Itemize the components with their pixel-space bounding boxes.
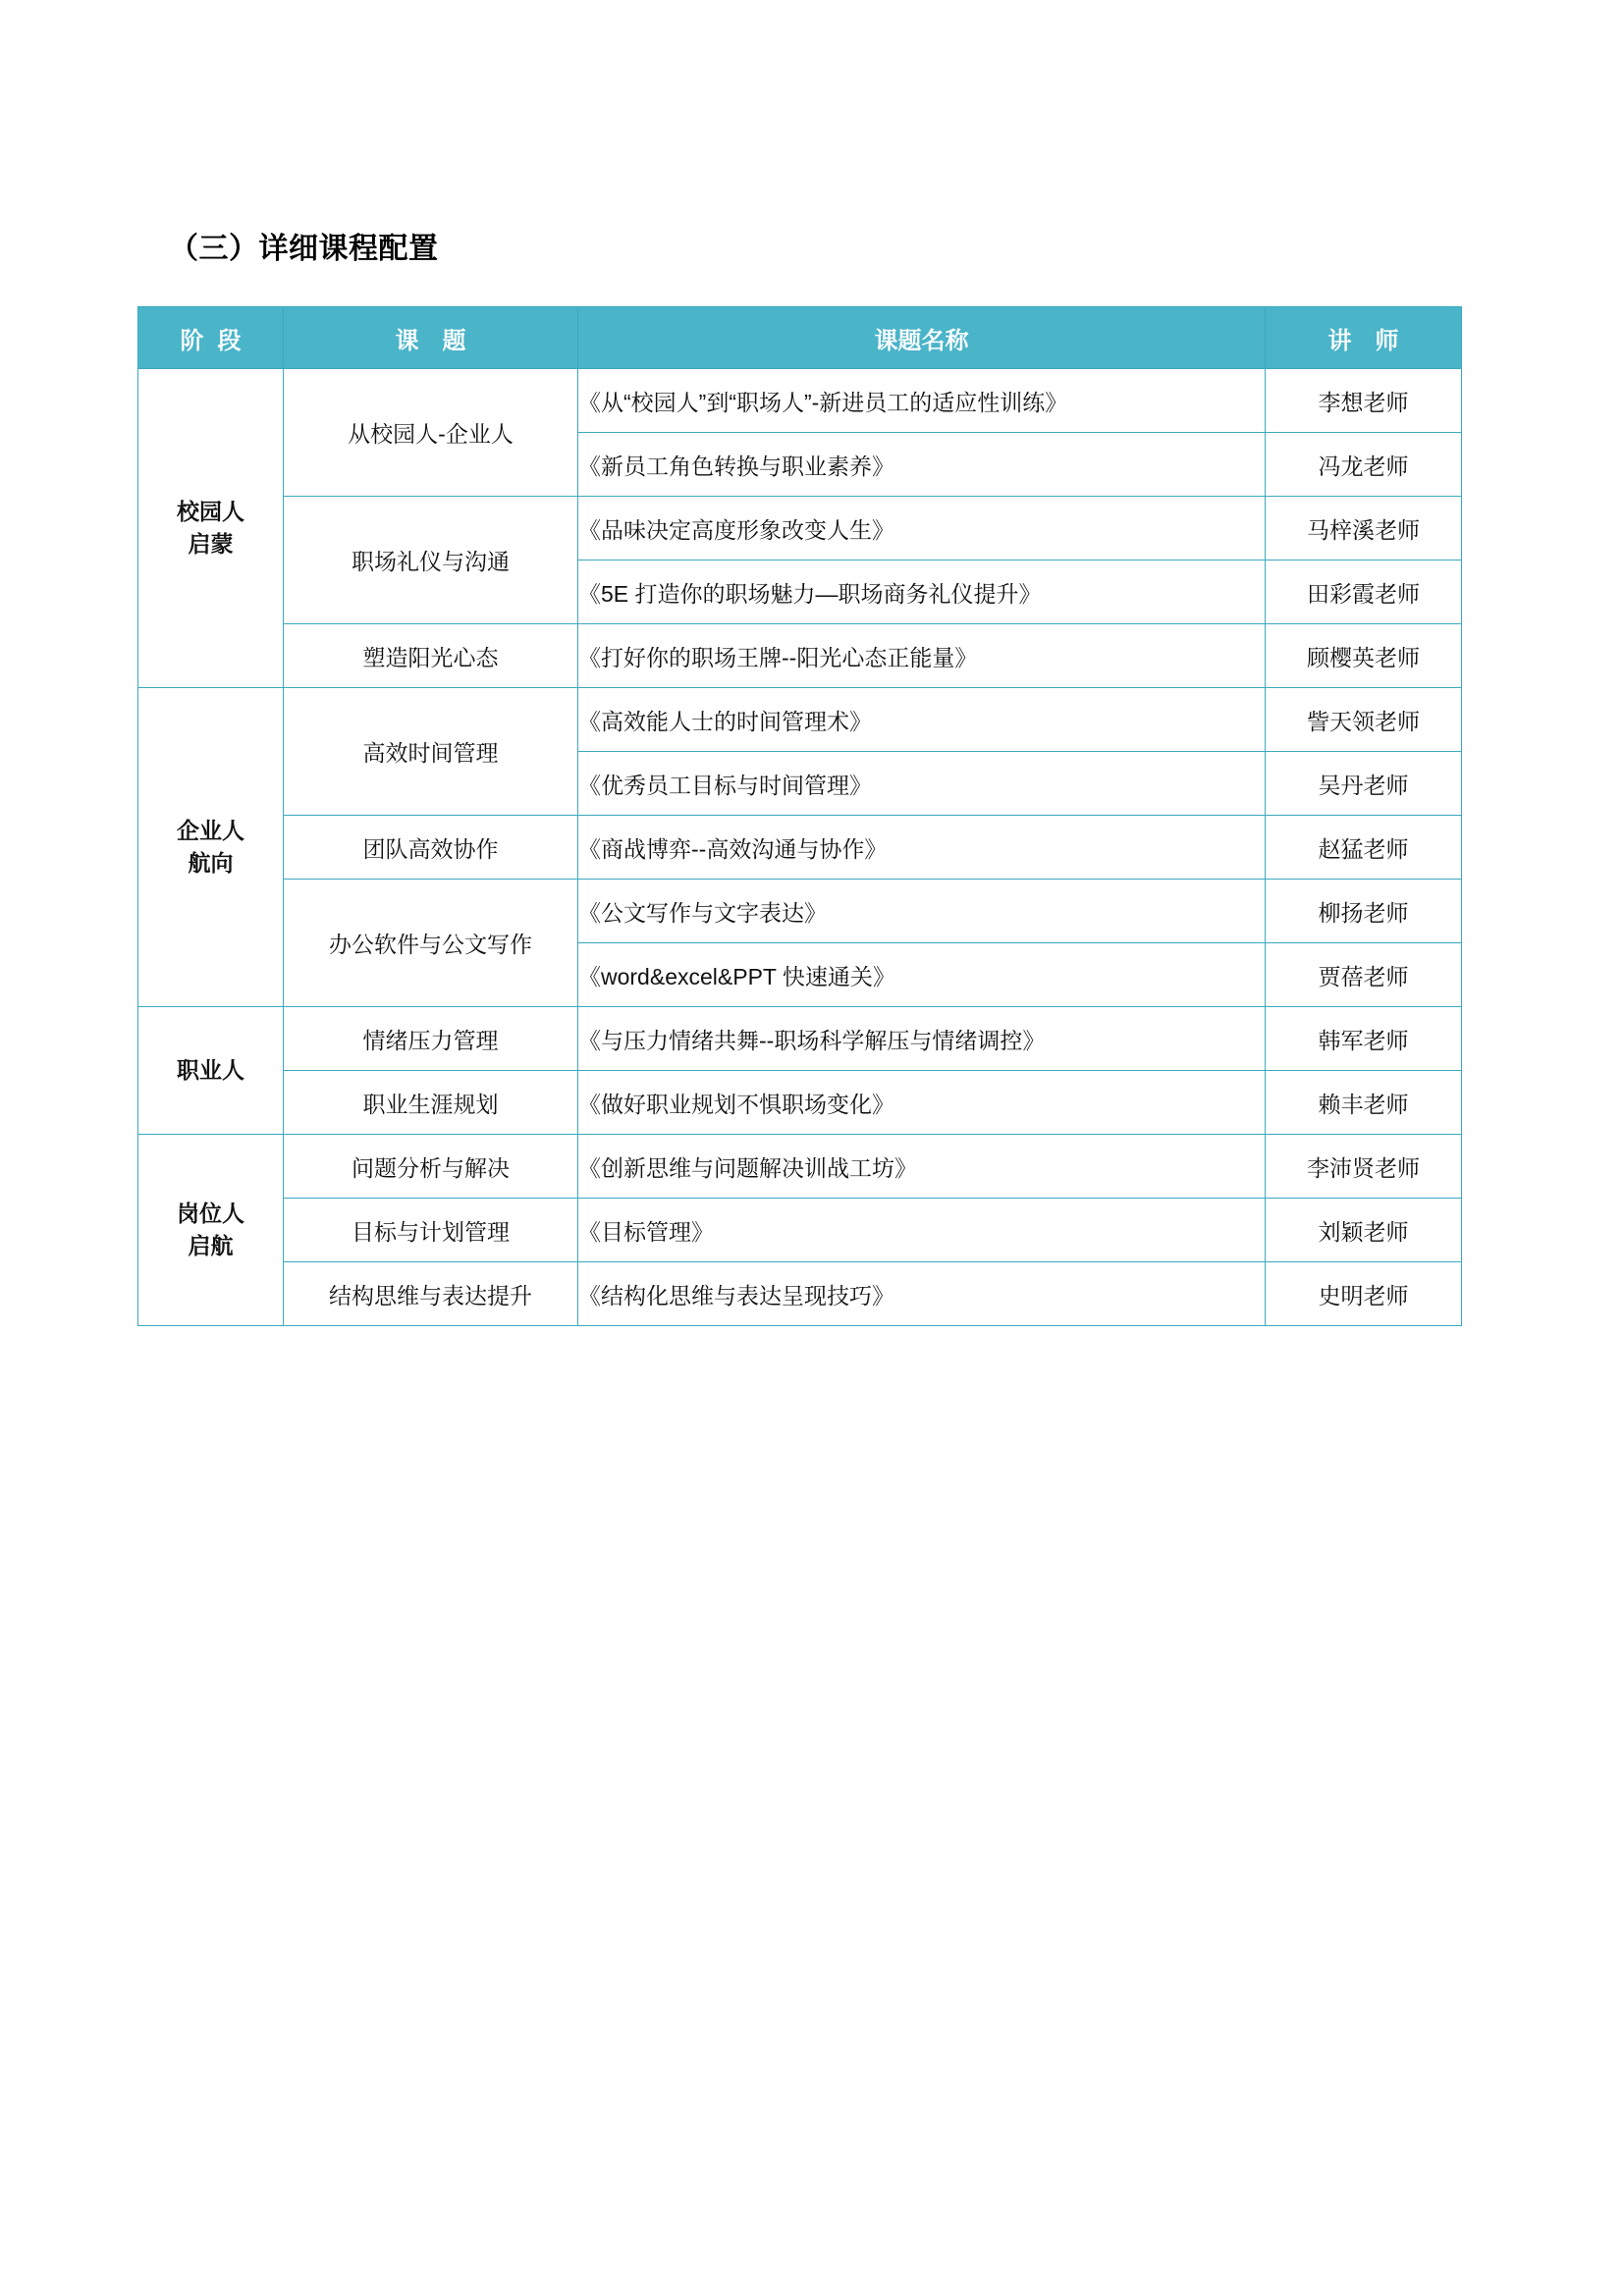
- stage-cell: [138, 688, 284, 1007]
- table-row: [138, 816, 1462, 880]
- column-header-teacher: 讲 师: [1266, 307, 1462, 369]
- table-row: [138, 1071, 1462, 1135]
- topic-cell: 团队高效协作: [284, 816, 578, 880]
- course-name-cell: 《品味决定高度形象改变人生》: [578, 497, 1266, 561]
- stage-label-line: 启蒙: [188, 531, 234, 557]
- stage-label-line: 校园人: [177, 498, 244, 524]
- topic-cell: 目标与计划管理: [284, 1199, 578, 1262]
- teacher-cell: 訾天领老师: [1266, 688, 1462, 752]
- topic-cell: 情绪压力管理: [284, 1007, 578, 1071]
- course-name-cell: 《做好职业规划不惧职场变化》: [578, 1071, 1266, 1135]
- teacher-cell: 冯龙老师: [1266, 433, 1462, 497]
- course-name-cell: 《公文写作与文字表达》: [578, 880, 1266, 943]
- teacher-cell: 吴丹老师: [1266, 752, 1462, 816]
- teacher-cell: 柳扬老师: [1266, 880, 1462, 943]
- course-name-cell: 《word&excel&PPT 快速通关》: [578, 943, 1266, 1007]
- topic-cell: 职业生涯规划: [284, 1071, 578, 1135]
- teacher-cell: 史明老师: [1266, 1262, 1462, 1326]
- table-row: [138, 880, 1462, 943]
- teacher-cell: 贾蓓老师: [1266, 943, 1462, 1007]
- table-row: [138, 1135, 1462, 1199]
- column-header-course-name: 课题名称: [578, 307, 1266, 369]
- page-title: （三）详细课程配置: [169, 233, 439, 265]
- stage-label-line: 职业人: [177, 1056, 244, 1083]
- course-name-cell: 《打好你的职场王牌--阳光心态正能量》: [578, 624, 1266, 688]
- stage-label-line: 企业人: [177, 817, 244, 843]
- topic-cell: 高效时间管理: [284, 688, 578, 816]
- teacher-cell: 李沛贤老师: [1266, 1135, 1462, 1199]
- table-body: [138, 369, 1462, 1326]
- stage-cell: [138, 369, 284, 688]
- table-row: [138, 688, 1462, 752]
- teacher-cell: 马梓溪老师: [1266, 497, 1462, 561]
- stage-label-line: 启航: [188, 1233, 234, 1258]
- table-header: [138, 307, 1462, 369]
- table-header-row: [138, 307, 1462, 369]
- teacher-cell: 赵猛老师: [1266, 816, 1462, 880]
- table-row: [138, 1199, 1462, 1262]
- teacher-cell: 韩军老师: [1266, 1007, 1462, 1071]
- stage-label-line: 航向: [188, 850, 234, 876]
- table-row: [138, 1262, 1462, 1326]
- teacher-cell: 赖丰老师: [1266, 1071, 1462, 1135]
- stage-cell: [138, 1135, 284, 1326]
- course-name-cell: 《5E 打造你的职场魅力—职场商务礼仪提升》: [578, 561, 1266, 624]
- table-row: [138, 1007, 1462, 1071]
- course-name-cell: 《新员工角色转换与职业素养》: [578, 433, 1266, 497]
- course-name-cell: 《优秀员工目标与时间管理》: [578, 752, 1266, 816]
- course-name-cell: 《结构化思维与表达呈现技巧》: [578, 1262, 1266, 1326]
- table-row: [138, 369, 1462, 433]
- topic-cell: 职场礼仪与沟通: [284, 497, 578, 624]
- column-header-topic: 课 题: [284, 307, 578, 369]
- topic-cell: 办公软件与公文写作: [284, 880, 578, 1007]
- topic-cell: 问题分析与解决: [284, 1135, 578, 1199]
- course-configuration-table: [137, 306, 1462, 1326]
- course-table-container: [137, 306, 1461, 1326]
- stage-label-line: 岗位人: [177, 1200, 244, 1226]
- course-name-cell: 《从“校园人”到“职场人”-新进员工的适应性训练》: [578, 369, 1266, 433]
- topic-cell: 从校园人-企业人: [284, 369, 578, 497]
- table-row: [138, 497, 1462, 561]
- teacher-cell: 田彩霞老师: [1266, 561, 1462, 624]
- stage-cell: [138, 1007, 284, 1135]
- teacher-cell: 顾樱英老师: [1266, 624, 1462, 688]
- teacher-cell: 刘颖老师: [1266, 1199, 1462, 1262]
- column-header-stage: 阶段: [138, 307, 284, 369]
- topic-cell: 塑造阳光心态: [284, 624, 578, 688]
- course-name-cell: 《与压力情绪共舞--职场科学解压与情绪调控》: [578, 1007, 1266, 1071]
- table-row: [138, 624, 1462, 688]
- topic-cell: 结构思维与表达提升: [284, 1262, 578, 1326]
- course-name-cell: 《高效能人士的时间管理术》: [578, 688, 1266, 752]
- course-name-cell: 《商战博弈--高效沟通与协作》: [578, 816, 1266, 880]
- course-name-cell: 《目标管理》: [578, 1199, 1266, 1262]
- course-name-cell: 《创新思维与问题解决训战工坊》: [578, 1135, 1266, 1199]
- teacher-cell: 李想老师: [1266, 369, 1462, 433]
